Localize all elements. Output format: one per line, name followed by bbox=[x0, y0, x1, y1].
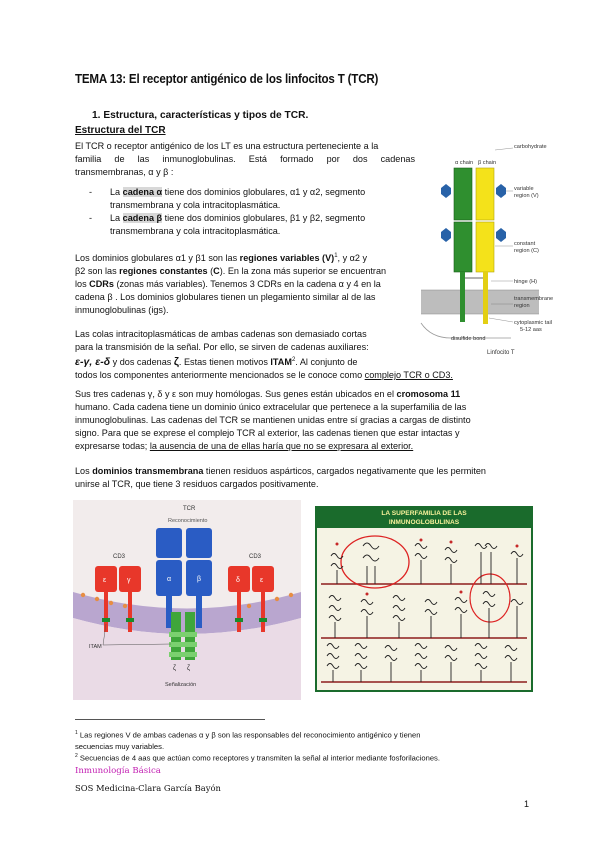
bullet-item-alpha: - La cadena α tiene dos dominios globulares, α1 y α2, segmento bbox=[89, 186, 419, 199]
tcr-beta-v bbox=[186, 528, 212, 558]
label-signal: Señalización bbox=[165, 682, 197, 688]
label-beta-chain: β chain bbox=[478, 160, 497, 166]
page-title: TEMA 13: El receptor antigénico de los linfocitos T (TCR) bbox=[75, 72, 379, 86]
tcr-structure-figure bbox=[421, 138, 554, 360]
label-carbohydrate: carbohydrate bbox=[514, 144, 547, 150]
text-line: Las colas intracitoplasmáticas de ambas cadenas son demasiado cortas bbox=[75, 329, 367, 339]
paragraph-tails bbox=[75, 328, 453, 382]
text-line: inmunoglobulinas (igs). bbox=[75, 305, 169, 316]
bullet-dash: - bbox=[89, 213, 93, 224]
beta-variable-domain bbox=[476, 168, 494, 220]
label-constant: constant bbox=[514, 241, 536, 247]
label-cytoplasmic: cytoplasmic tail bbox=[514, 320, 552, 326]
footnote-ref: 1 bbox=[334, 253, 338, 259]
ig-superfamily-figure bbox=[315, 506, 533, 692]
label-alpha-chain: α chain bbox=[455, 160, 474, 166]
bold-term: cromosoma 11 bbox=[396, 389, 461, 399]
footnote-1 bbox=[75, 728, 545, 752]
paragraph-genes bbox=[75, 388, 531, 453]
label-variable-2: region (V) bbox=[514, 193, 539, 199]
bullet-item-beta: - La cadena β tiene dos dominios globulares, β1 y β2, segmento bbox=[89, 212, 419, 225]
label-zeta-2: ζ bbox=[187, 665, 191, 672]
label-cell: Linfocito T bbox=[487, 350, 515, 356]
course-name: Inmunología Básica bbox=[75, 766, 161, 776]
text-line: para la transmisión de la señal. Por ello, se sirven de cadenas auxiliares: bbox=[75, 342, 369, 353]
text-line: ε-γ, ε-δ y dos cadenas ζ. Estas tienen motivos ITAM$^2$. Al conjunto de bbox=[75, 356, 358, 369]
alpha-tail bbox=[460, 272, 465, 322]
text-line: unirse al TCR, que tiene 3 residuos cargados positivamente. bbox=[75, 479, 319, 490]
bullet-dash: - bbox=[89, 187, 93, 197]
text-line: El TCR o receptor antigénico de los LT es una estructura perteneciente a la bbox=[75, 141, 379, 151]
page-number: 1 bbox=[524, 799, 530, 809]
beta-tail bbox=[483, 272, 488, 324]
label-epsilon-2: ε bbox=[260, 577, 264, 584]
label-transmembrane-2: region bbox=[514, 303, 530, 309]
footnote-line: secuencias muy variables. bbox=[75, 741, 165, 751]
label-itam: ITAM bbox=[89, 644, 102, 650]
label-cd3-left: CD3 bbox=[113, 554, 126, 560]
text-line: Los dominios transmembrana tienen residuos aspárticos, cargados negativamente que les permiten bbox=[75, 466, 486, 476]
tcr-alpha-v bbox=[156, 528, 182, 558]
label-gamma: γ bbox=[127, 577, 131, 584]
bullet-list bbox=[89, 186, 419, 238]
bold-term: ε-γ, ε-δ bbox=[75, 356, 111, 369]
label-cd3-right: CD3 bbox=[249, 554, 262, 560]
label-alpha: α bbox=[167, 576, 172, 583]
label-constant-2: region (C) bbox=[514, 248, 539, 254]
paragraph-transmembrane bbox=[75, 465, 531, 491]
paragraph-intro bbox=[75, 140, 415, 179]
text-line: familia de las inmunoglobulinas. Está formado por dos cadenas bbox=[75, 154, 415, 165]
text-line: signo. Para que se exprese el complejo TCR al exterior, las cadenas tienen que estar intactas y bbox=[75, 428, 460, 439]
footnote-separator bbox=[75, 719, 265, 720]
figure3-title-1: LA SUPERFAMILIA DE LAS bbox=[381, 510, 467, 517]
bold-term: regiones variables (V) bbox=[239, 253, 335, 264]
text-line: todos los componentes anteriormente mencionados se le conoce como complejo TCR o CD3. bbox=[75, 370, 453, 381]
membrane-band bbox=[421, 290, 539, 314]
label-zeta-1: ζ bbox=[173, 665, 177, 672]
figure3-title-2: INMUNOGLOBULINAS bbox=[388, 519, 460, 526]
author-name: SOS Medicina-Clara García Bayón bbox=[75, 783, 221, 793]
bold-term: C bbox=[213, 266, 220, 277]
bold-term: regiones constantes bbox=[119, 266, 208, 277]
label-recognition: Reconocimiento bbox=[168, 518, 208, 524]
paragraph-domains bbox=[75, 250, 415, 318]
text-line: humano. Cada cadena tiene un dominio único extracelular que pertenece a la superfamilia de las bbox=[75, 402, 467, 413]
label-tcr: TCR bbox=[183, 506, 196, 512]
label-variable: variable bbox=[514, 186, 534, 192]
bullet-continuation: transmembrana y cola intracitoplasmática. bbox=[110, 200, 281, 211]
tcr-cd3-complex-figure bbox=[73, 500, 301, 700]
bold-term: dominios transmembrana bbox=[92, 466, 204, 476]
alpha-constant-domain bbox=[454, 222, 472, 272]
footnote-2: $^2$ Secuencias de 4 aas que actúan como receptores y transmiten la señal al interior mediante fosforilaciones. bbox=[75, 753, 440, 763]
text-line: inmunoglobulinas. Las cadenas del TCR se mantienen unidas entre sí gracias a cargas de distinto bbox=[75, 415, 471, 426]
label-transmembrane: transmembrane bbox=[514, 296, 554, 302]
section-heading: 1. Estructura, características y tipos de TCR. bbox=[92, 110, 309, 121]
text-line: Los dominios globulares α1 y β1 son las regiones variables $(V)^1$, y α2 y bbox=[75, 253, 368, 264]
label-hinge: hinge (H) bbox=[514, 279, 538, 285]
subsection-heading: Estructura del TCR bbox=[75, 125, 166, 136]
label-beta: β bbox=[197, 576, 202, 583]
text-line: transmembranas, α y β : bbox=[75, 167, 174, 178]
footnote-ref: 2 bbox=[291, 357, 296, 364]
text-line: expresarse todas; la ausencia de una de ellas haría que no se expresara al exterior. bbox=[75, 441, 414, 452]
alpha-variable-domain bbox=[454, 168, 472, 220]
bold-term: ITAM bbox=[270, 357, 292, 368]
label-epsilon-1: ε bbox=[103, 577, 107, 584]
label-cytoplasmic-2: 5-12 aas bbox=[520, 327, 542, 333]
text-line: los CDRs (zonas más variables). Tenemos 3 CDRs en la cadena α y 4 en la bbox=[75, 279, 381, 290]
label-delta: δ bbox=[236, 577, 240, 584]
bold-term: cadena α bbox=[122, 187, 163, 197]
bold-term: CDRs bbox=[89, 279, 114, 290]
bullet-continuation: transmembrana y cola intracitoplasmática. bbox=[110, 226, 281, 237]
text-line: Sus tres cadenas γ, δ y ε son muy homólogas. Sus genes están ubicados en el cromosoma 11 bbox=[75, 389, 461, 399]
text-line: cadena β . Los dominios globulares tienen un plegamiento similar al de las bbox=[75, 292, 376, 303]
beta-constant-domain bbox=[476, 222, 494, 272]
label-disulfide: disulfide bond bbox=[451, 336, 486, 342]
footnote-line: $^1$ Las regiones V de ambas cadenas α y β son las responsables del reconocimiento antigénico y tienen bbox=[75, 730, 421, 740]
text-line: β2 son las regiones constantes (C). En la zona más superior se encuentran bbox=[75, 266, 387, 277]
bold-term: cadena β bbox=[122, 213, 163, 224]
bold-term: ζ bbox=[173, 356, 179, 369]
